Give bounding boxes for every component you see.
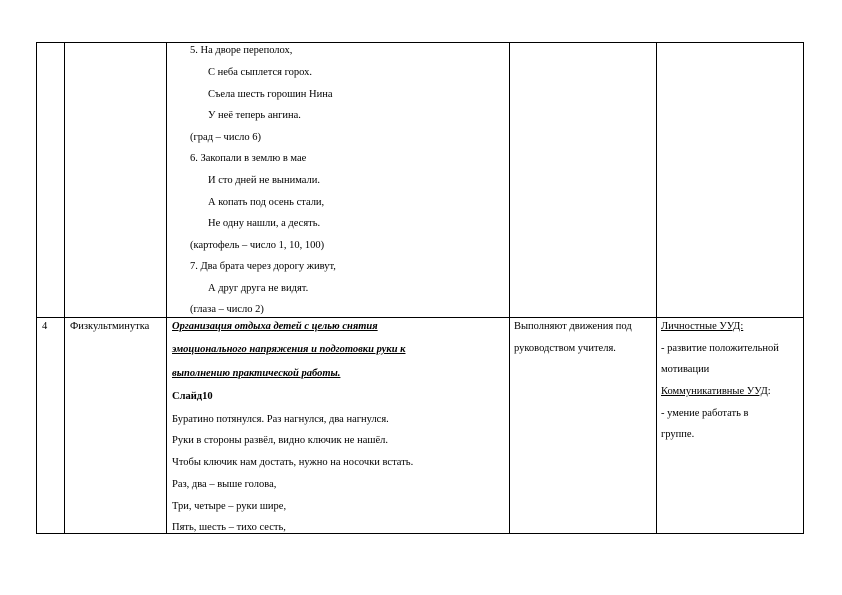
riddle-line: 5. На дворе переполох, <box>190 45 293 56</box>
row-border <box>36 533 804 534</box>
riddle-line: Съела шесть горошин Нина <box>208 89 333 100</box>
slide-label: Слайд10 <box>172 391 213 402</box>
stage-goal: выполнению практической работы. <box>172 368 341 379</box>
personal-uud-title: Личностные УУД: <box>661 321 744 332</box>
riddle-line: 6. Закопали в землю в мае <box>190 153 307 164</box>
student-activity: руководством учителя. <box>514 343 616 354</box>
riddle-line: А копать под осень стали, <box>208 197 325 208</box>
riddle-line: Не одну нашли, а десять. <box>208 218 321 229</box>
comm-uud-item: - умение работать в <box>661 408 749 419</box>
poem-line: Раз, два – выше голова, <box>172 479 277 490</box>
poem-line: Буратино потянулся. Раз нагнулся, два нагнулся. <box>172 414 389 425</box>
row-border <box>36 42 804 43</box>
personal-uud-item: - развитие положительной <box>661 343 779 354</box>
poem-line: Три, четыре – руки шире, <box>172 501 287 512</box>
col-border <box>509 42 510 534</box>
comm-uud-colon: : <box>767 386 771 397</box>
col-border <box>656 42 657 534</box>
stage-name: Физкультминутка <box>70 321 150 332</box>
personal-uud-item: мотивации <box>661 364 710 375</box>
stage-goal: эмоционального напряжения и подготовки руки к <box>172 344 406 355</box>
col-border <box>166 42 167 534</box>
riddle-line: И сто дней не вынимали. <box>208 175 321 186</box>
poem-line: Пять, шесть – тихо сесть, <box>172 522 286 533</box>
col-border <box>36 42 37 534</box>
riddle-line: С неба сыплется горох. <box>208 67 313 78</box>
col-border <box>64 42 65 534</box>
riddle-answer: (глаза – число 2) <box>190 304 264 315</box>
riddle-answer: (картофель – число 1, 10, 100) <box>190 240 325 251</box>
riddle-line: 7. Два брата через дорогу живут, <box>190 261 336 272</box>
riddle-line: У неё теперь ангина. <box>208 110 301 121</box>
student-activity: Выполняют движения под <box>514 321 632 332</box>
lesson-table <box>36 42 804 534</box>
riddle-line: А друг друга не видят. <box>208 283 309 294</box>
comm-uud-title-text: Коммуникативные УУД <box>661 386 768 397</box>
comm-uud-item: группе. <box>661 429 695 440</box>
stage-goal: Организация отдыха детей с целью снятия <box>172 321 378 332</box>
comm-uud-title <box>661 385 771 398</box>
poem-line: Чтобы ключик нам достать, нужно на носочки встать. <box>172 457 414 468</box>
riddle-answer: (град – число 6) <box>190 132 261 143</box>
row-border <box>36 317 804 318</box>
poem-line: Руки в стороны развёл, видно ключик не нашёл. <box>172 435 388 446</box>
col-border <box>803 42 804 534</box>
row-number: 4 <box>42 321 48 332</box>
